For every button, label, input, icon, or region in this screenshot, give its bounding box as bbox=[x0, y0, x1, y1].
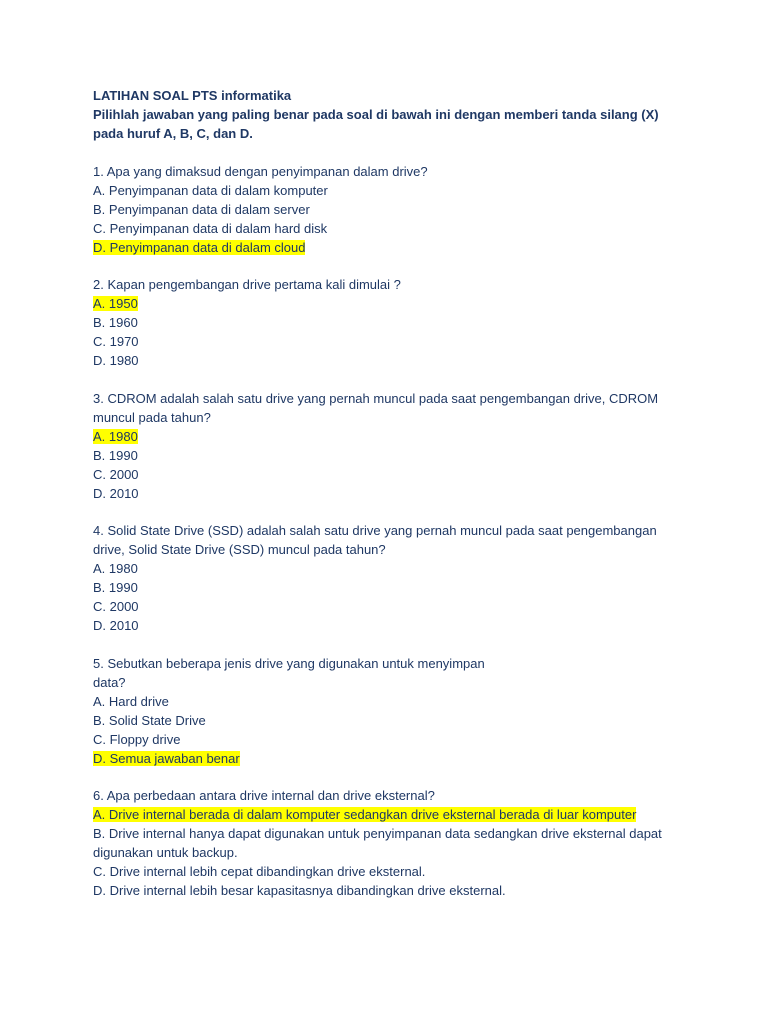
answer-option: A. 1980 bbox=[93, 561, 138, 576]
question-6 bbox=[93, 786, 683, 900]
document-header bbox=[93, 86, 683, 143]
question-text-continued: data? bbox=[93, 674, 126, 690]
question-1 bbox=[93, 162, 683, 257]
question-5 bbox=[93, 654, 683, 768]
answer-option: A. Hard drive bbox=[93, 693, 169, 709]
answer-option: D. 1980 bbox=[93, 353, 139, 368]
answer-option: C. 1970 bbox=[93, 334, 139, 349]
answer-option-highlighted: A. 1980 bbox=[93, 428, 138, 444]
answer-option: C. 2000 bbox=[93, 466, 139, 482]
question-text: 4. Solid State Drive (SSD) adalah salah satu drive yang pernah muncul pada saat pengembangan drive, Solid State Drive (SSD) muncul pada tahun? bbox=[93, 523, 657, 557]
question-text: 5. Sebutkan beberapa jenis drive yang digunakan untuk menyimpan bbox=[93, 655, 485, 671]
question-2 bbox=[93, 275, 683, 370]
document-page bbox=[93, 86, 683, 900]
question-text: 1. Apa yang dimaksud dengan penyimpanan dalam drive? bbox=[93, 163, 428, 179]
answer-option: C. Penyimpanan data di dalam hard disk bbox=[93, 220, 328, 236]
question-text: 6. Apa perbedaan antara drive internal dan drive eksternal? bbox=[93, 788, 435, 803]
answer-option-highlighted: A. 1950 bbox=[93, 296, 138, 311]
question-3 bbox=[93, 389, 683, 503]
document-instruction: Pilihlah jawaban yang paling benar pada soal di bawah ini dengan memberi tanda silang (X) pada huruf A, B, C, dan D. bbox=[93, 107, 659, 141]
answer-option-highlighted: A. Drive internal berada di dalam komputer sedangkan drive eksternal berada di luar komputer bbox=[93, 807, 637, 822]
answer-option: A. Penyimpanan data di dalam komputer bbox=[93, 182, 328, 198]
question-text: 3. CDROM adalah salah satu drive yang pernah muncul pada saat pengembangan drive, CDROM muncul pada tahun? bbox=[93, 390, 659, 425]
answer-option: B. 1990 bbox=[93, 447, 138, 463]
answer-option-highlighted: D. Penyimpanan data di dalam cloud bbox=[93, 239, 306, 255]
question-text: 2. Kapan pengembangan drive pertama kali dimulai ? bbox=[93, 277, 401, 292]
answer-option: D. Drive internal lebih besar kapasitasnya dibandingkan drive eksternal. bbox=[93, 883, 506, 898]
answer-option: B. Penyimpanan data di dalam server bbox=[93, 201, 310, 217]
answer-option: B. Drive internal hanya dapat digunakan untuk penyimpanan data sedangkan drive eksternal dapat digunakan untuk backup. bbox=[93, 826, 662, 860]
answer-option: B. 1960 bbox=[93, 315, 138, 330]
answer-option: C. Floppy drive bbox=[93, 731, 181, 747]
document-title: LATIHAN SOAL PTS informatika bbox=[93, 88, 292, 103]
answer-option: D. 2010 bbox=[93, 485, 139, 501]
answer-option: C. Drive internal lebih cepat dibandingkan drive eksternal. bbox=[93, 864, 426, 879]
answer-option: B. Solid State Drive bbox=[93, 712, 206, 728]
answer-option: D. 2010 bbox=[93, 618, 139, 633]
question-4 bbox=[93, 521, 683, 635]
answer-option-highlighted: D. Semua jawaban benar bbox=[93, 750, 240, 766]
answer-option: B. 1990 bbox=[93, 580, 138, 595]
answer-option: C. 2000 bbox=[93, 599, 139, 614]
